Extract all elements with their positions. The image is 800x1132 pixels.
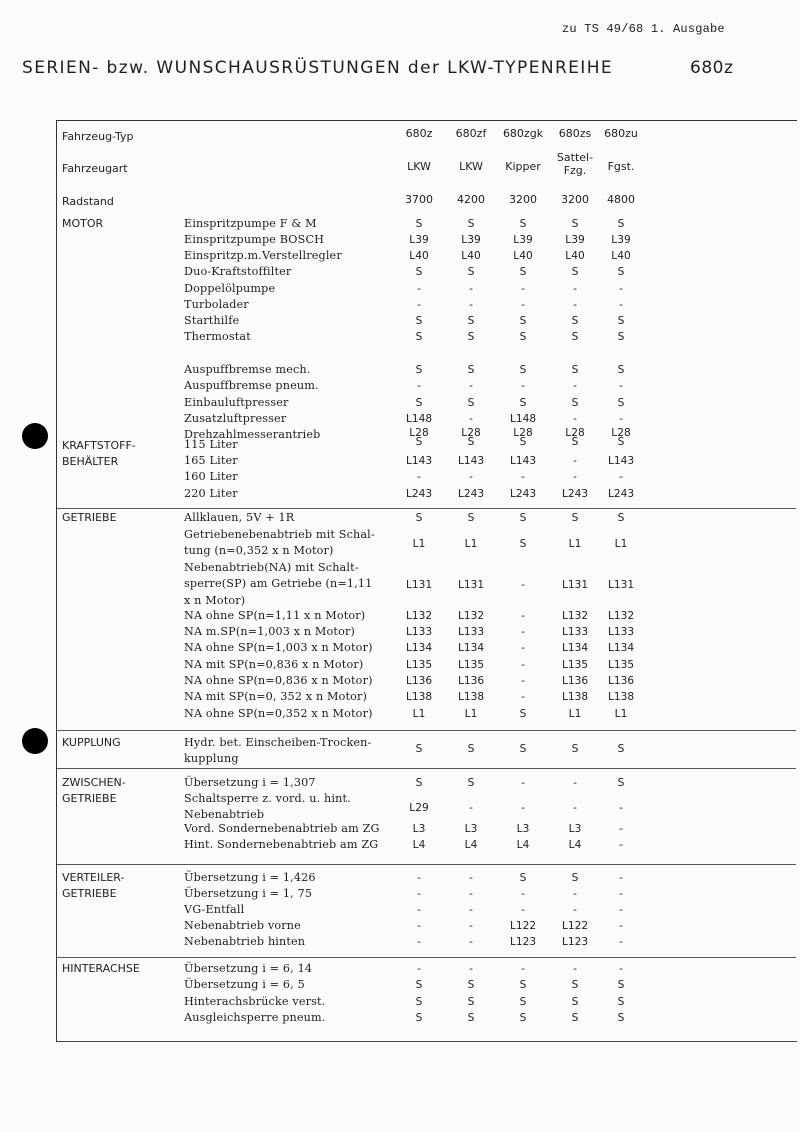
row-value: L131 <box>457 579 485 591</box>
row-value: L135 <box>457 659 485 671</box>
row-value: - <box>573 777 577 789</box>
row-value: L134 <box>405 642 433 654</box>
row-value: S <box>519 512 527 524</box>
row-value: - <box>521 380 525 392</box>
title-text: SERIEN- bzw. WUNSCHAUSRÜSTUNGEN der LKW-TYPENREIHE <box>22 58 614 78</box>
row-description: Einspritzp.m.Verstellregler <box>184 249 342 262</box>
row-description: Übersetzung i = 6, 5 <box>184 978 305 991</box>
row-value: - <box>417 872 421 884</box>
row-value: - <box>573 283 577 295</box>
row-value: - <box>619 872 623 884</box>
vehicle-kind: Kipper <box>505 160 541 173</box>
vehicle-type-680zgk: 680zgk <box>502 127 544 140</box>
row-description: Hydr. bet. Einscheiben-Trocken- kupplung <box>184 736 372 766</box>
row-value: L136 <box>457 675 485 687</box>
row-value: L134 <box>607 642 635 654</box>
row-value: - <box>573 904 577 916</box>
vehicle-kind: Fgst. <box>607 160 635 173</box>
row-value: S <box>415 777 423 789</box>
row-description: Hint. Sondernebenabtrieb am ZG <box>184 838 379 851</box>
row-value: - <box>619 299 623 311</box>
row-value: S <box>617 743 625 755</box>
row-value: - <box>469 802 473 814</box>
row-value: - <box>619 380 623 392</box>
row-value: L243 <box>509 488 537 500</box>
row-value: L132 <box>561 610 589 622</box>
row-value: - <box>469 380 473 392</box>
row-value: - <box>521 963 525 975</box>
section-divider <box>57 730 796 731</box>
row-value: L39 <box>513 234 533 246</box>
row-value: S <box>571 872 579 884</box>
row-value: - <box>469 936 473 948</box>
row-value: L1 <box>614 538 628 550</box>
row-value: - <box>469 872 473 884</box>
vehicle-type-680zu: 680zu <box>604 127 638 140</box>
row-value: - <box>469 888 473 900</box>
row-value: - <box>619 839 623 851</box>
row-value: L28 S <box>513 427 533 448</box>
row-value: S <box>467 364 475 376</box>
row-value: S <box>617 218 625 230</box>
row-value: L136 <box>561 675 589 687</box>
row-description: Nebenabtrieb(NA) mit Schalt- sperre(SP) am Getriebe (n=1,11 x n Motor) <box>184 561 373 607</box>
row-value: L123 <box>561 936 589 948</box>
row-value: - <box>573 471 577 483</box>
row-description: Einbauluftpresser <box>184 396 289 409</box>
row-value: L143 <box>509 455 537 467</box>
row-value: L138 <box>405 691 433 703</box>
header-type-label: Fahrzeug-Typ <box>62 130 134 143</box>
row-value: S <box>467 315 475 327</box>
row-value: - <box>521 675 525 687</box>
row-value: - <box>619 283 623 295</box>
row-value: S <box>467 266 475 278</box>
row-value: - <box>417 299 421 311</box>
row-value: S <box>617 1012 625 1024</box>
row-value: - <box>417 963 421 975</box>
row-description: NA ohne SP(n=0,352 x n Motor) <box>184 707 373 720</box>
row-value: - <box>521 283 525 295</box>
row-value: - <box>573 299 577 311</box>
model-series: 680z <box>690 58 734 78</box>
row-value: L123 <box>509 936 537 948</box>
row-description: 160 Liter <box>184 470 238 483</box>
row-value: - <box>619 936 623 948</box>
row-description: 115 Liter <box>184 438 238 451</box>
row-value: - <box>521 777 525 789</box>
section-title: HINTERACHSE <box>62 962 140 975</box>
row-value: S <box>571 364 579 376</box>
row-value: S <box>519 996 527 1008</box>
row-value: L148 <box>509 413 537 425</box>
row-value: S <box>617 979 625 991</box>
wheelbase-value: 3200 <box>509 193 537 206</box>
row-value: L3 <box>464 823 478 835</box>
row-value: S <box>617 364 625 376</box>
row-value: S <box>571 331 579 343</box>
row-description: Getriebenebenabtrieb mit Schal- tung (n=0,352 x n Motor) <box>184 528 375 558</box>
row-value: L28 S <box>565 427 585 448</box>
row-value: S <box>415 331 423 343</box>
row-value: S <box>571 743 579 755</box>
row-value: S <box>571 996 579 1008</box>
row-value: L39 <box>461 234 481 246</box>
row-value: L40 <box>611 250 631 262</box>
row-value: S <box>617 777 625 789</box>
row-value: L1 <box>464 538 478 550</box>
vehicle-kind: LKW <box>459 160 483 173</box>
document-title <box>22 58 742 78</box>
row-value: - <box>619 904 623 916</box>
row-value: S <box>467 1012 475 1024</box>
row-value: - <box>521 610 525 622</box>
row-value: S <box>415 743 423 755</box>
row-value: L135 <box>607 659 635 671</box>
row-value: L3 <box>516 823 530 835</box>
row-value: L134 <box>561 642 589 654</box>
row-value: S <box>519 872 527 884</box>
wheelbase-value: 3200 <box>561 193 589 206</box>
row-value: S <box>571 218 579 230</box>
row-value: S <box>617 996 625 1008</box>
row-value: L39 <box>409 234 429 246</box>
row-value: - <box>521 299 525 311</box>
row-value: - <box>469 283 473 295</box>
row-value: S <box>415 315 423 327</box>
row-value: L122 <box>509 920 537 932</box>
punch-hole <box>22 423 48 449</box>
row-value: S <box>467 743 475 755</box>
row-value: S <box>415 266 423 278</box>
row-value: - <box>521 471 525 483</box>
row-value: - <box>521 642 525 654</box>
row-value: S <box>467 979 475 991</box>
row-value: L3 <box>568 823 582 835</box>
row-value: L39 <box>611 234 631 246</box>
row-value: - <box>417 380 421 392</box>
row-value: - <box>521 904 525 916</box>
row-value: L143 <box>607 455 635 467</box>
row-value: L243 <box>405 488 433 500</box>
row-value: - <box>469 920 473 932</box>
row-description: Drehzahlmesserantrieb <box>184 428 321 441</box>
row-value: L1 <box>412 538 426 550</box>
row-value: L133 <box>457 626 485 638</box>
row-value: S <box>519 364 527 376</box>
row-value: L133 <box>405 626 433 638</box>
row-description: Übersetzung i = 1,426 <box>184 871 316 884</box>
row-value: - <box>417 283 421 295</box>
row-description: NA m.SP(n=1,003 x n Motor) <box>184 625 355 638</box>
section-divider <box>57 957 796 958</box>
row-value: L138 <box>607 691 635 703</box>
row-value: L138 <box>457 691 485 703</box>
row-value: S <box>519 266 527 278</box>
row-value: L136 <box>607 675 635 687</box>
section-title: MOTOR <box>62 217 104 230</box>
wheelbase-value: 3700 <box>405 193 433 206</box>
row-value: - <box>469 471 473 483</box>
row-description: NA mit SP(n=0,836 x n Motor) <box>184 658 364 671</box>
row-value: - <box>619 920 623 932</box>
row-value: - <box>619 471 623 483</box>
row-value: S <box>571 979 579 991</box>
row-value: L136 <box>405 675 433 687</box>
row-value: L39 <box>565 234 585 246</box>
row-value: L133 <box>607 626 635 638</box>
section-divider <box>57 768 796 769</box>
row-value: L131 <box>405 579 433 591</box>
row-description: Schaltsperre z. vord. u. hint. Nebenabtrieb <box>184 792 351 822</box>
row-value: L122 <box>561 920 589 932</box>
row-description: Einspritzpumpe BOSCH <box>184 233 325 246</box>
row-value: L131 <box>561 579 589 591</box>
wheelbase-value: 4200 <box>457 193 485 206</box>
row-description: Vord. Sondernebenabtrieb am ZG <box>184 822 380 835</box>
row-value: S <box>571 1012 579 1024</box>
row-description: VG-Entfall <box>184 903 245 916</box>
row-description: Nebenabtrieb hinten <box>184 935 306 948</box>
vehicle-type-680zs: 680zs <box>558 127 592 140</box>
row-value: S <box>519 708 527 720</box>
row-description: Starthilfe <box>184 314 240 327</box>
row-value: S <box>467 996 475 1008</box>
row-value: - <box>573 413 577 425</box>
row-value: - <box>619 963 623 975</box>
row-value: - <box>417 904 421 916</box>
row-value: S <box>519 218 527 230</box>
row-value: S <box>519 979 527 991</box>
row-value: - <box>521 888 525 900</box>
row-value: L132 <box>457 610 485 622</box>
row-value: - <box>417 888 421 900</box>
row-value: - <box>573 802 577 814</box>
row-value: - <box>573 380 577 392</box>
row-value: S <box>617 266 625 278</box>
row-description: NA ohne SP(n=1,003 x n Motor) <box>184 641 373 654</box>
row-description: Duo-Kraftstoffilter <box>184 265 292 278</box>
header-kind-label: Fahrzeugart <box>62 162 128 175</box>
row-value: - <box>521 691 525 703</box>
row-value: S <box>415 512 423 524</box>
row-description: NA mit SP(n=0, 352 x n Motor) <box>184 690 368 703</box>
row-description: Hinterachsbrücke verst. <box>184 995 326 1008</box>
row-value: L1 <box>568 538 582 550</box>
row-value: S <box>571 315 579 327</box>
row-value: L135 <box>561 659 589 671</box>
row-value: L135 <box>405 659 433 671</box>
row-value: S <box>617 512 625 524</box>
row-value: - <box>573 963 577 975</box>
section-divider <box>57 864 796 865</box>
row-value: - <box>469 963 473 975</box>
row-value: - <box>619 413 623 425</box>
row-value: - <box>573 455 577 467</box>
row-description: Auspuffbremse pneum. <box>184 379 319 392</box>
row-value: L1 <box>614 708 628 720</box>
row-description: Doppelölpumpe <box>184 282 276 295</box>
header-wheelbase-label: Radstand <box>62 195 114 208</box>
row-value: - <box>417 920 421 932</box>
row-value: S <box>467 218 475 230</box>
row-description: 220 Liter <box>184 487 238 500</box>
row-value: L148 <box>405 413 433 425</box>
row-value: L4 <box>412 839 426 851</box>
row-value: L28 S <box>611 427 631 448</box>
vehicle-type-680z: 680z <box>405 127 433 140</box>
row-value: S <box>519 743 527 755</box>
row-value: S <box>415 996 423 1008</box>
row-value: - <box>619 888 623 900</box>
row-description: Auspuffbremse mech. <box>184 363 311 376</box>
row-value: L28 S <box>409 427 429 448</box>
row-value: S <box>519 1012 527 1024</box>
row-value: - <box>417 471 421 483</box>
row-description: NA ohne SP(n=1,11 x n Motor) <box>184 609 366 622</box>
row-value: L243 <box>561 488 589 500</box>
row-value: S <box>467 777 475 789</box>
row-value: L40 <box>565 250 585 262</box>
row-value: L138 <box>561 691 589 703</box>
section-title: VERTEILER- GETRIEBE <box>62 871 125 900</box>
vehicle-type-680zf: 680zf <box>455 127 487 140</box>
row-description: Zusatzluftpresser <box>184 412 287 425</box>
row-value: L131 <box>607 579 635 591</box>
section-title: KUPPLUNG <box>62 736 121 749</box>
row-description: Thermostat <box>184 330 251 343</box>
section-title: GETRIEBE <box>62 511 117 524</box>
row-description: Nebenabtrieb vorne <box>184 919 301 932</box>
row-description: 165 Liter <box>184 454 238 467</box>
section-title: ZWISCHEN- GETRIEBE <box>62 776 126 805</box>
row-value: S <box>415 397 423 409</box>
row-value: L40 <box>461 250 481 262</box>
row-value: - <box>619 802 623 814</box>
section-divider <box>57 508 796 509</box>
row-value: - <box>619 823 623 835</box>
row-value: - <box>521 802 525 814</box>
row-value: S <box>467 397 475 409</box>
vehicle-kind: LKW <box>407 160 431 173</box>
row-value: S <box>617 397 625 409</box>
row-value: L243 <box>457 488 485 500</box>
row-value: L1 <box>568 708 582 720</box>
row-value: S <box>571 397 579 409</box>
row-value: L143 <box>457 455 485 467</box>
row-value: L40 <box>513 250 533 262</box>
row-value: - <box>521 659 525 671</box>
row-value: S <box>519 315 527 327</box>
row-description: Übersetzung i = 1, 75 <box>184 887 313 900</box>
vehicle-kind: Sattel- Fzg. <box>556 151 594 177</box>
row-value: S <box>617 315 625 327</box>
row-value: L132 <box>405 610 433 622</box>
row-value: L134 <box>457 642 485 654</box>
row-value: L40 <box>409 250 429 262</box>
row-value: - <box>469 299 473 311</box>
row-value: - <box>573 888 577 900</box>
row-value: S <box>415 1012 423 1024</box>
row-value: S <box>415 364 423 376</box>
row-description: Übersetzung i = 6, 14 <box>184 962 313 975</box>
row-value: S <box>571 512 579 524</box>
row-value: L4 <box>516 839 530 851</box>
row-value: S <box>467 331 475 343</box>
row-value: S <box>415 979 423 991</box>
row-value: S <box>519 331 527 343</box>
row-value: S <box>467 512 475 524</box>
row-value: L29 <box>409 802 429 814</box>
row-value: L28 S <box>461 427 481 448</box>
row-value: L4 <box>464 839 478 851</box>
row-value: L133 <box>561 626 589 638</box>
row-value: S <box>617 331 625 343</box>
row-value: L243 <box>607 488 635 500</box>
row-value: - <box>521 579 525 591</box>
punch-hole <box>22 728 48 754</box>
row-description: Einspritzpumpe F & M <box>184 217 317 230</box>
row-value: - <box>521 626 525 638</box>
row-value: - <box>469 904 473 916</box>
row-description: NA ohne SP(n=0,836 x n Motor) <box>184 674 373 687</box>
row-value: S <box>571 266 579 278</box>
document-reference: zu TS 49/68 1. Ausgabe <box>562 22 725 36</box>
row-value: S <box>415 218 423 230</box>
row-value: L1 <box>412 708 426 720</box>
row-value: - <box>469 413 473 425</box>
row-value: S <box>519 397 527 409</box>
row-value: L4 <box>568 839 582 851</box>
row-value: L132 <box>607 610 635 622</box>
row-value: - <box>417 936 421 948</box>
row-description: Übersetzung i = 1,307 <box>184 776 316 789</box>
row-value: L3 <box>412 823 426 835</box>
row-description: Turbolader <box>184 298 249 311</box>
row-description: Ausgleichsperre pneum. <box>184 1011 326 1024</box>
wheelbase-value: 4800 <box>607 193 635 206</box>
section-title: KRAFTSTOFF- BEHÄLTER <box>62 439 136 468</box>
row-value: L1 <box>464 708 478 720</box>
row-value: L143 <box>405 455 433 467</box>
row-value: S <box>519 538 527 550</box>
row-description: Allklauen, 5V + 1R <box>184 511 295 524</box>
